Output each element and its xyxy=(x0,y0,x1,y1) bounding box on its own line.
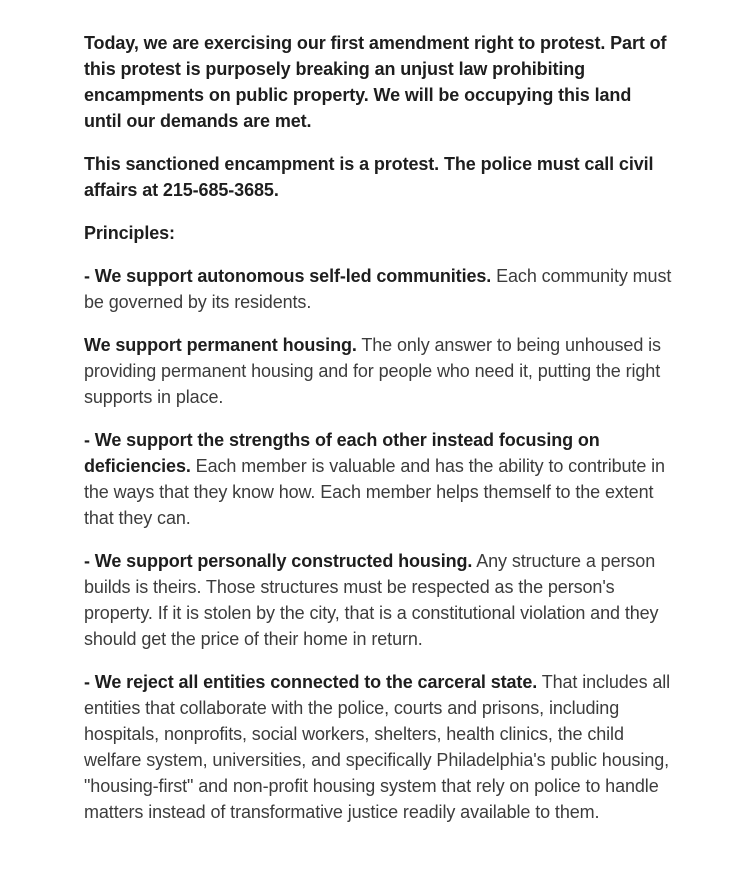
section-heading-principles xyxy=(84,220,673,246)
principle-personal-housing-lead: - We support personally constructed housing. xyxy=(84,551,473,571)
principle-reject-carceral-state-lead: - We reject all entities connected to the carceral state. xyxy=(84,672,538,692)
principle-strengths-body: Each member is valuable and has the ability to contribute in the ways that they know how. Each member helps themself to the extent that they can. xyxy=(84,456,665,528)
principle-personal-housing-body: Any structure a person builds is theirs. Those structures must be respected as the person's property. If it is stolen by the city, that is a constitutional violation and they should get the price of their home in return. xyxy=(84,551,659,649)
principle-strengths-lead: - We support the strengths of each other instead focusing on deficiencies. xyxy=(84,430,600,476)
principle-reject-carceral-state xyxy=(84,669,673,825)
paragraph-protest-declaration-text: Today, we are exercising our first amendment right to protest. Part of this protest is purposely breaking an unjust law prohibiting encampments on public property. We will be occupying this land until our demands are met. xyxy=(84,33,667,131)
principle-autonomous-communities-body: Each community must be governed by its residents. xyxy=(84,266,672,312)
paragraph-protest-declaration xyxy=(84,30,673,134)
principle-permanent-housing-lead: We support permanent housing. xyxy=(84,335,357,355)
principle-autonomous-communities xyxy=(84,263,673,315)
principle-permanent-housing-body: The only answer to being unhoused is providing permanent housing and for people who need it, putting the right supports in place. xyxy=(84,335,661,407)
principle-reject-carceral-state-body: That includes all entities that collaborate with the police, courts and prisons, including hospitals, nonprofits, social workers, shelters, health clinics, the child welfare system, universities, and specifically Philadelphia's public housing, "housing-first" and non-profit housing system that rely on police to handle matters instead of transformative justice readily available to them. xyxy=(84,672,671,822)
document-body xyxy=(84,30,673,825)
section-heading-principles-text: Principles: xyxy=(84,223,175,243)
paragraph-police-notice-text: This sanctioned encampment is a protest. The police must call civil affairs at 215-685-3685. xyxy=(84,154,654,200)
paragraph-police-notice xyxy=(84,151,673,203)
principle-permanent-housing xyxy=(84,332,673,410)
principle-autonomous-communities-lead: - We support autonomous self-led communities. xyxy=(84,266,492,286)
principle-personal-housing xyxy=(84,548,673,652)
principle-strengths xyxy=(84,427,673,531)
